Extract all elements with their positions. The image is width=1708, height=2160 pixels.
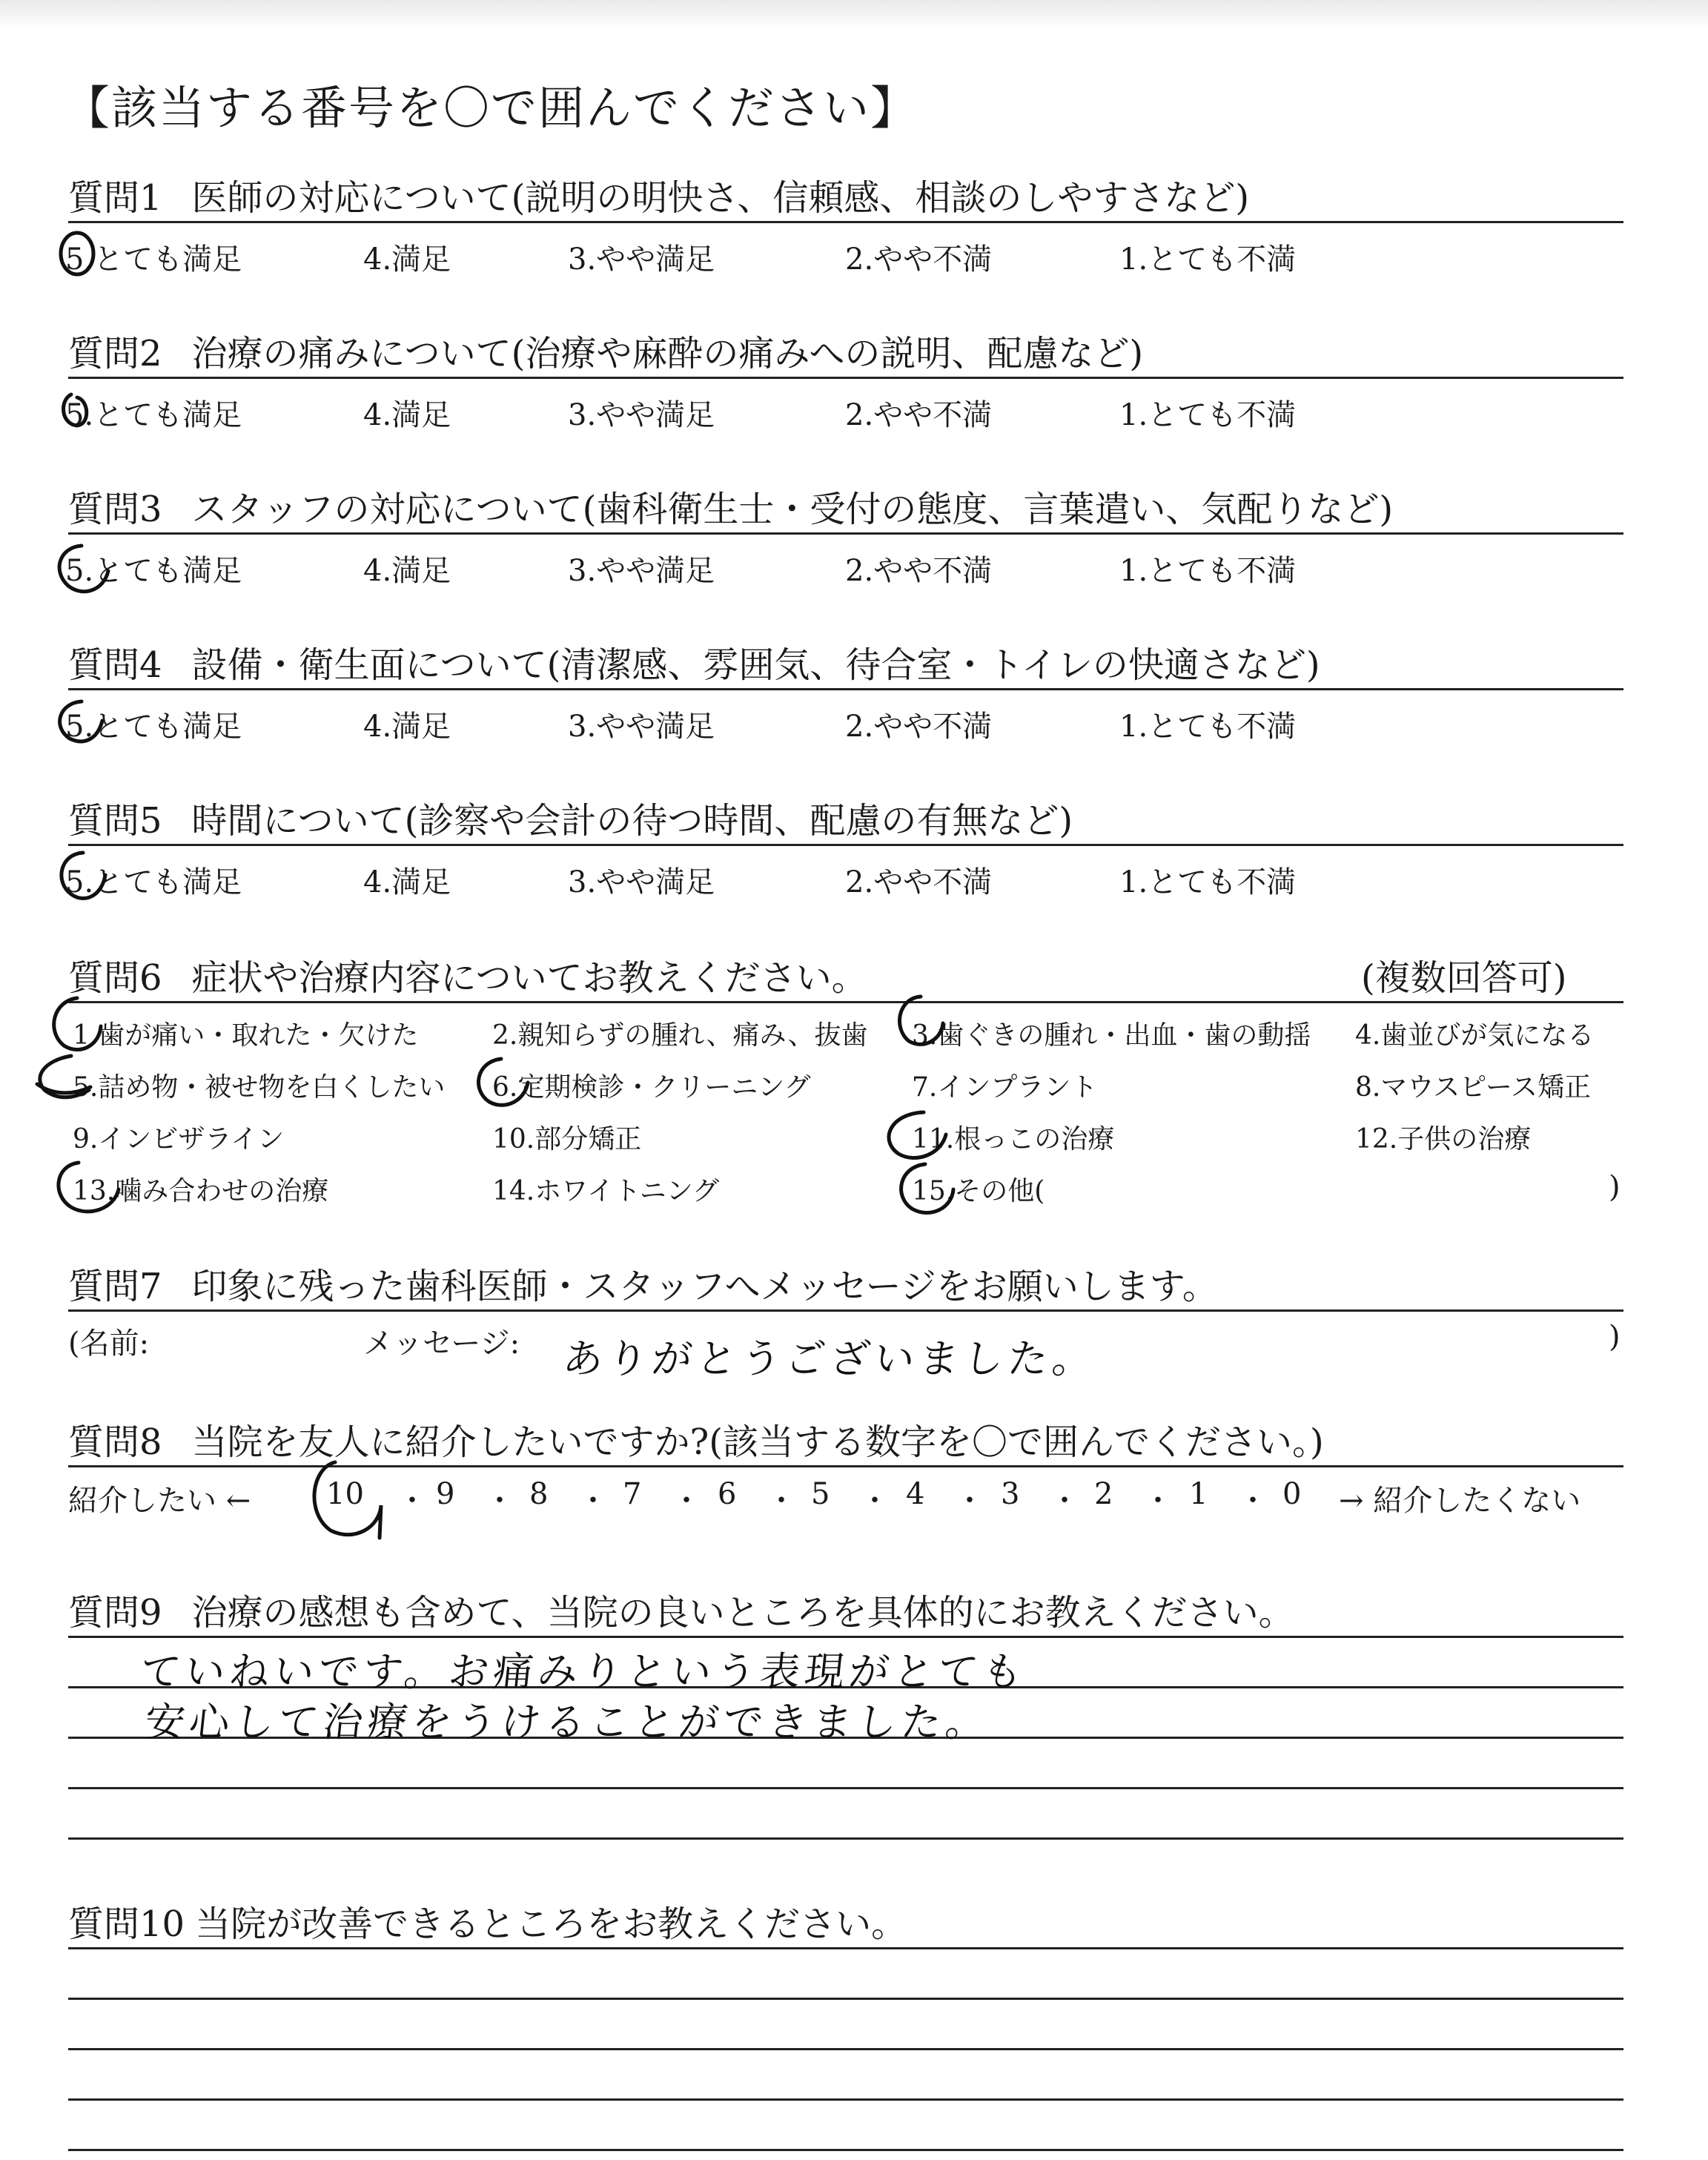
question-8-label: 質問8 [68,1421,162,1463]
q6-option-11[interactable]: 11.根っこの治療 [912,1124,1115,1155]
scale-10[interactable]: 10 [326,1477,364,1511]
question-9 [68,1584,1294,1635]
page-title: 【該当する番号を〇で囲んでください】 [64,81,918,135]
q1-option-4[interactable]: 4.満足 [363,242,451,277]
q2-option-4[interactable]: 4.満足 [363,398,451,432]
scale-dot: ・ [860,1484,890,1518]
message-label: メッセージ: [363,1327,520,1361]
scale-dot: ・ [672,1484,701,1518]
name-label: (名前: [68,1327,150,1361]
q2-option-1[interactable]: 1.とても不満 [1119,398,1297,432]
rule [68,1001,1623,1003]
q1-option-2[interactable]: 2.やや不満 [845,242,993,277]
question-8-text: 当院を友人に紹介したいですか?(該当する数字を〇で囲んでください。) [191,1421,1324,1463]
rule [68,1309,1623,1312]
q2-option-2[interactable]: 2.やや不満 [845,398,993,432]
rule [68,1465,1623,1467]
scale-dot: ・ [1143,1484,1173,1518]
question-4 [68,636,1320,687]
q6-option-10[interactable]: 10.部分矯正 [492,1124,642,1155]
scale-4[interactable]: 4 [906,1477,925,1511]
answer-line [68,1998,1623,2000]
q6-option-8[interactable]: 8.マウスピース矯正 [1355,1072,1592,1103]
q4-option-1[interactable]: 1.とても不満 [1119,710,1297,744]
scale-dot: ・ [578,1484,608,1518]
q2-option-5[interactable]: 5.とても満足 [65,398,242,432]
q6-option-4[interactable]: 4.歯並びが気になる [1355,1020,1595,1051]
q4-option-2[interactable]: 2.やや不満 [845,710,993,744]
q1-option-3[interactable]: 3.やや満足 [568,242,715,277]
q4-option-5[interactable]: 5.とても満足 [65,710,242,744]
question-2-text: 治療の痛みについて(治療や麻酔の痛みへの説明、配慮など) [191,333,1144,374]
question-3-text: スタッフの対応について(歯科衛生士・受付の態度、言葉遣い、気配りなど) [191,489,1394,530]
question-2-label: 質問2 [68,333,162,374]
q6-option-13[interactable]: 13.噛み合わせの治療 [73,1176,329,1206]
question-9-label: 質問9 [68,1592,162,1634]
handwritten-answer-line-1: ていねいです。お痛みりという表現がとても [138,1648,1030,1695]
q5-option-4[interactable]: 4.満足 [363,865,451,899]
question-1-text: 医師の対応について(説明の明快さ、信頼感、相談のしやすさなど) [191,177,1250,219]
scale-2[interactable]: 2 [1094,1477,1113,1511]
question-4-label: 質問4 [68,644,162,686]
question-3-label: 質問3 [68,489,162,530]
scale-5[interactable]: 5 [811,1477,830,1511]
q6-option-12[interactable]: 12.子供の治療 [1355,1124,1532,1155]
q1-option-5[interactable]: 5.とても満足 [65,242,242,277]
handwritten-answer-line-2: 安心して治療をうけることができました。 [142,1699,993,1745]
question-7-text: 印象に残った歯科医師・スタッフへメッセージをお願いします。 [191,1266,1218,1307]
scale-dot: ・ [955,1484,984,1518]
q6-option-6[interactable]: 6.定期検診・クリーニング [492,1072,811,1103]
question-1-label: 質問1 [68,177,162,219]
question-5-label: 質問5 [68,800,162,842]
question-10 [68,1895,907,1946]
question-5 [68,792,1073,843]
question-9-text: 治療の感想も含めて、当院の良いところを具体的にお教えください。 [191,1592,1294,1634]
question-3 [68,480,1393,532]
scale-7[interactable]: 7 [623,1477,642,1511]
scale-dot: ・ [397,1484,427,1518]
q6-option-5[interactable]: 5.詰め物・被せ物を白くしたい [73,1072,446,1103]
q3-option-3[interactable]: 3.やや満足 [568,554,715,588]
question-10-text: 当院が改善できるところをお教えください。 [195,1903,907,1945]
question-6-label: 質問6 [68,957,162,999]
q5-option-3[interactable]: 3.やや満足 [568,865,715,899]
q6-option-14[interactable]: 14.ホワイトニング [492,1176,720,1206]
question-1 [68,169,1249,220]
answer-line [68,1837,1623,1840]
other-close-paren: ) [1609,1170,1621,1204]
scale-dot: ・ [485,1484,514,1518]
q6-option-7[interactable]: 7.インプラント [912,1072,1098,1103]
q6-option-2[interactable]: 2.親知らずの腫れ、痛み、抜歯 [492,1020,868,1051]
q6-option-3[interactable]: 3.歯ぐきの腫れ・出血・歯の動揺 [912,1020,1311,1051]
q5-option-2[interactable]: 2.やや不満 [845,865,993,899]
scale-dot: ・ [1238,1484,1268,1518]
q1-option-1[interactable]: 1.とても不満 [1119,242,1297,277]
scale-9[interactable]: 9 [436,1477,455,1511]
rule [68,1947,1623,1949]
recommend-right-label: → 紹介したくない [1339,1484,1581,1518]
question-7-label: 質問7 [68,1266,162,1307]
scale-6[interactable]: 6 [718,1477,737,1511]
rule [68,688,1623,690]
q5-option-1[interactable]: 1.とても不満 [1119,865,1297,899]
question-2 [68,325,1143,376]
multiple-answer-note: (複数回答可) [1361,957,1567,999]
q3-option-4[interactable]: 4.満足 [363,554,451,588]
question-7 [68,1258,1218,1309]
rule [68,532,1623,535]
q4-option-3[interactable]: 3.やや満足 [568,710,715,744]
q6-option-1[interactable]: 1.歯が痛い・取れた・欠けた [73,1020,419,1051]
q5-option-5[interactable]: 5.とても満足 [65,865,242,899]
question-6 [68,949,867,1000]
scale-3[interactable]: 3 [1001,1477,1020,1511]
scale-8[interactable]: 8 [529,1477,549,1511]
scale-1[interactable]: 1 [1189,1477,1208,1511]
q6-option-15[interactable]: 15.その他( [912,1176,1045,1206]
q4-option-4[interactable]: 4.満足 [363,710,451,744]
message-close-paren: ) [1609,1320,1621,1354]
scale-dot: ・ [767,1484,796,1518]
q3-option-5[interactable]: 5.とても満足 [65,554,242,588]
rule [68,377,1623,379]
q3-option-2[interactable]: 2.やや不満 [845,554,993,588]
answer-line [68,2149,1623,2151]
q3-option-1[interactable]: 1.とても不満 [1119,554,1297,588]
answer-line [68,2048,1623,2050]
question-8 [68,1413,1324,1464]
scan-edge [0,0,1708,28]
question-6-text: 症状や治療内容についてお教えください。 [191,957,867,999]
recommend-left-label: 紹介したい ← [68,1484,251,1518]
rule [68,1636,1623,1638]
scale-0[interactable]: 0 [1282,1477,1302,1511]
question-4-text: 設備・衛生面について(清潔感、雰囲気、待合室・トイレの快適さなど) [191,644,1320,686]
rule [68,221,1623,223]
question-5-text: 時間について(診察や会計の待つ時間、配慮の有無など) [191,800,1073,842]
answer-line [68,1787,1623,1789]
rule [68,844,1623,846]
question-10-label: 質問10 [68,1903,185,1945]
q2-option-3[interactable]: 3.やや満足 [568,398,715,432]
scale-dot: ・ [1050,1484,1079,1518]
q6-option-9[interactable]: 9.インビザライン [73,1124,285,1155]
handwritten-message: ありがとうございました。 [560,1335,1099,1382]
answer-line [68,2098,1623,2101]
